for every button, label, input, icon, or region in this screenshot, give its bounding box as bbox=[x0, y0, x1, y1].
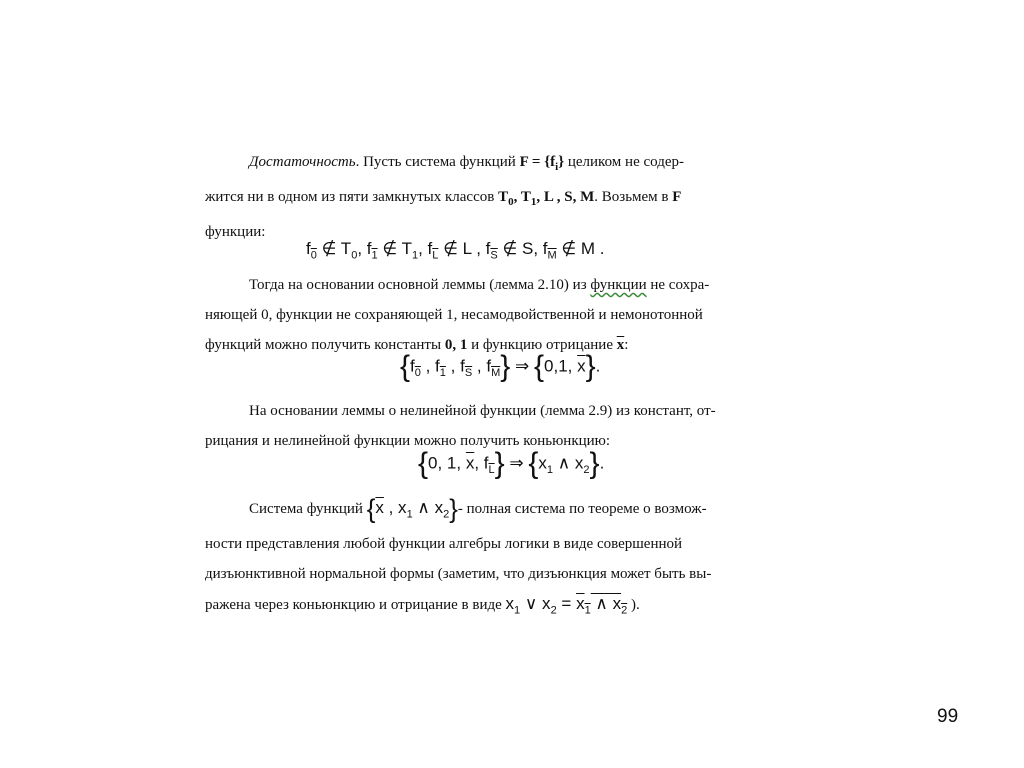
page-number: 99 bbox=[937, 706, 959, 727]
formula-get-conjunction: {0, 1, $\overline{x}$, $f_{\overline{L}}$} ⇒ {$x_1$ ∧ $x_2$}. bbox=[418, 447, 605, 480]
paragraph-complete-system: Система функций {$\overline{x}$ , $x_1$ ∧ $x_2\}-$ полная система по теореме о возмож- ности представления любой функции алгебры логики в виде совершенной дизъюнктивной нормальной формы (заметим, что дизъюнкция может быть вы- ражена через коньюнкцию и отрицание в виде $x_1$ ∨ $x_2 = x_1$ ∧ $x_2$ ). bbox=[205, 493, 712, 617]
function-system-F: $F = \{f_i\}$ bbox=[519, 154, 565, 173]
formula-functions-not-in-classes: $f_0$ ∉ $T_0$, $f_1$ ∉ $T_1$, $f_{\overline{L}}$ ∉ L , $f_{\overline{S}}$ ∉ S, $f_{\overline{M}}$ ∉ M . bbox=[306, 239, 605, 262]
sufficiency-heading: Достаточность bbox=[249, 154, 356, 170]
underlined-word: функции bbox=[590, 277, 647, 293]
formula-get-constants: {$f_0$ , $f_1$ , $f_{\overline{S}}$ , $f_{\overline{M}}$} ⇒ {0,1, $\overline{x}$}. bbox=[400, 350, 601, 383]
system-formula: {$\overline{x}$ , $x_1$ ∧ $x_2$} bbox=[366, 493, 458, 524]
paragraph-conjunction: На основании леммы о нелинейной функции (лемма 2.9) из констант, от- рицания и нелинейной функции можно получить коньюнкцию: bbox=[205, 403, 716, 449]
closed-classes: $T_0$, $T_1$, L , S, M bbox=[498, 189, 595, 208]
paragraph-constants: Тогда на основании основной леммы (лемма 2.10) из функции не сохра- няющей 0, функции не сохраняющей 1, несамодвойственной и немонотонной функций можно получить константы 0, 1 и функцию отрицание $\overline{x}$: bbox=[205, 277, 710, 353]
de-morgan-formula: $x_1$ ∨ $x_2 = x_1$ ∧ $x_2$ bbox=[505, 594, 628, 617]
paragraph-sufficiency: Достаточность. Пусть система функций $F = \{f_i\}$ целиком не содер- жится ни в одном из пяти замкнутых классов $T_0$, $T_1$, L , S, M. Возьмем в F функции: bbox=[205, 154, 684, 240]
